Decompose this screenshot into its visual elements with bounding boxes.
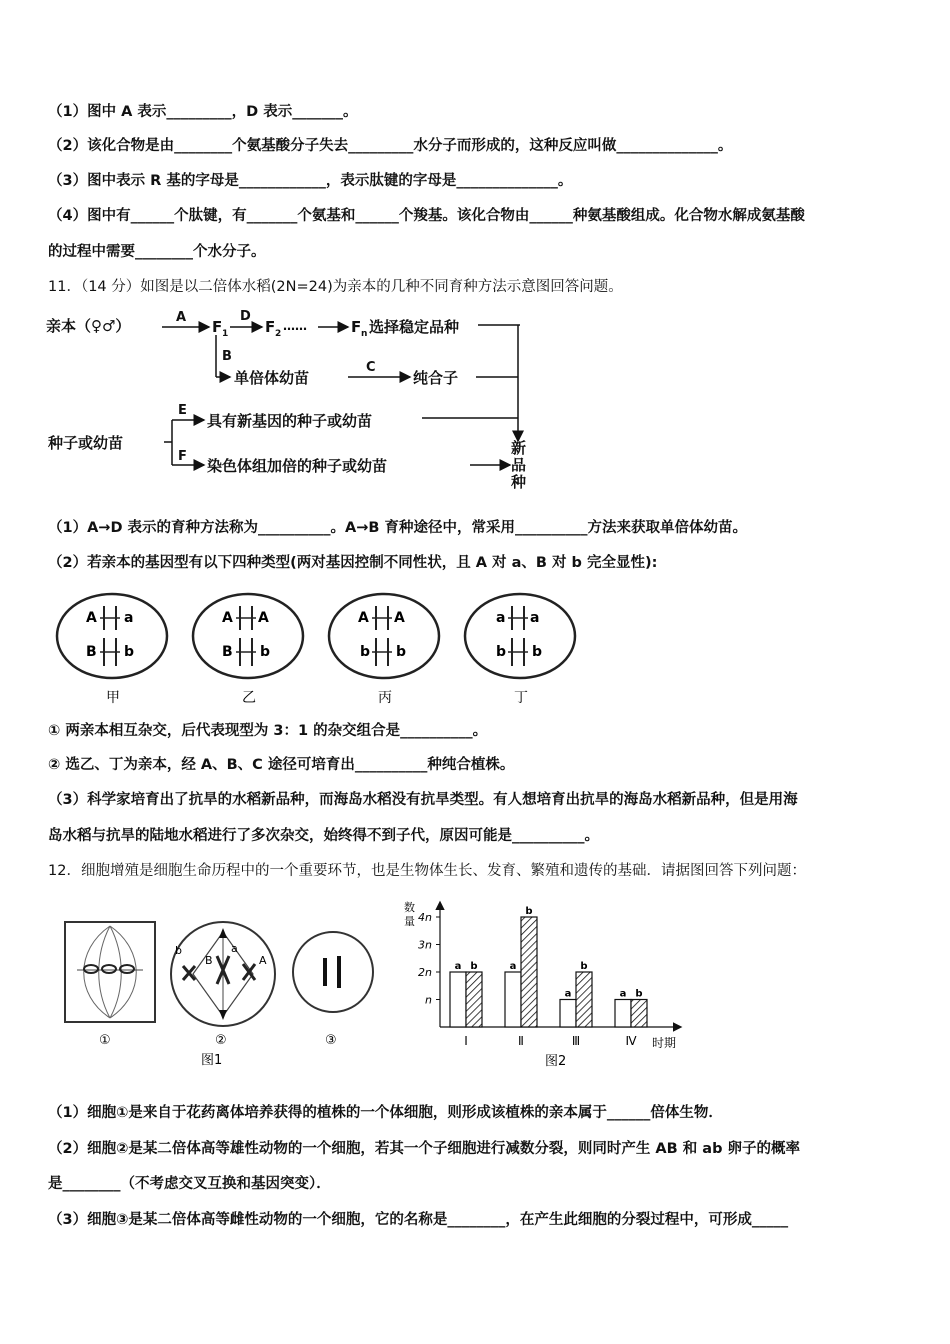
newvar-1: 新 <box>511 439 527 457</box>
fig1-letter-A: A <box>259 954 267 967</box>
x-axis-label: 时期 <box>652 1036 677 1050</box>
cell-ding-name: 丁 <box>514 690 528 706</box>
bar-label-4-a: a <box>619 988 627 1000</box>
q12-part-2a: （2）细胞②是某二倍体高等雄性动物的一个细胞，若其一个子细胞进行减数分裂，则同时产生 AB 和 ab 卵子的概率 <box>48 1141 800 1157</box>
cell-bing-gene-3: b <box>360 644 371 660</box>
bar-2-b <box>521 917 537 1027</box>
fig1-label-3: ③ <box>325 1033 337 1048</box>
y-tick-label-4: 4n <box>418 911 432 924</box>
cell-ding <box>465 594 575 706</box>
seed-label: 种子或幼苗 <box>48 434 124 452</box>
q11-part-2: （2）若亲本的基因型有以下四种类型(两对基因控制不同性状，且 A 对 a、B 对 b 完全显性): <box>48 555 658 571</box>
dots-label: …… <box>283 319 307 333</box>
label-d: D <box>240 309 251 324</box>
doubled-label: 染色体组加倍的种子或幼苗 <box>207 457 388 475</box>
bar-label-4-b: b <box>635 988 643 1000</box>
q12-part-3: （3）细胞③是某二倍体高等雌性动物的一个细胞，它的名称是________，在产生此细胞的分裂过程中，可形成_____ <box>48 1212 789 1228</box>
cell-jia-gene-2: a <box>124 610 134 626</box>
y-tick-label-2: 2n <box>418 966 432 979</box>
label-f: F <box>178 449 187 464</box>
y-tick-label-3: 3n <box>418 938 432 952</box>
cell-jia-gene-3: B <box>86 644 97 660</box>
cell-jia-gene-4: b <box>124 644 135 660</box>
newvar-3: 种 <box>511 473 527 491</box>
bar-1-a <box>450 972 466 1027</box>
cell-ding-gene-4: b <box>532 644 543 660</box>
genotype-cells <box>52 588 582 706</box>
cell-bing-name: 丙 <box>378 690 392 706</box>
bar-4-b <box>631 1000 647 1028</box>
parent-label: 亲本（♀♂） <box>46 317 131 335</box>
cell-1 <box>65 922 155 1048</box>
q12-stem: 12．细胞增殖是细胞生命历程中的一个重要环节，也是生物体生长、发育、繁殖和遗传的基础．请据图回答下列问题： <box>48 863 806 879</box>
f2-sub: 2 <box>275 329 282 339</box>
cell-bing <box>329 594 439 706</box>
bar-4-a <box>615 1000 631 1028</box>
q12-part-1: （1）细胞①是来自于花药离体培养获得的植株的一个体细胞，则形成该植株的亲本属于______倍体生物． <box>48 1105 723 1121</box>
cell-ding-gene-3: b <box>496 644 507 660</box>
fig1-caption: 图1 <box>201 1053 223 1068</box>
x-tick-label-3: Ⅲ <box>571 1034 581 1048</box>
cell-bing-gene-2: A <box>394 610 405 626</box>
bar-label-1-b: b <box>470 961 478 972</box>
fig1-letter-B: B <box>205 954 213 967</box>
q12-part-2b: 是________（不考虑交叉互换和基因突变）． <box>48 1176 331 1192</box>
pure-label: 纯合子 <box>413 369 459 387</box>
cell-bing-gene-1: A <box>358 610 369 626</box>
x-tick-label-1: Ⅰ <box>464 1034 468 1048</box>
figure-2-chart <box>398 895 698 1070</box>
cell-2 <box>171 922 275 1068</box>
q11-sub-2: ② 选乙、丁为亲本，经 A、B、C 途径可培育出__________种纯合植株。 <box>48 757 515 773</box>
bracket <box>164 420 172 465</box>
fig1-label-1: ① <box>99 1033 111 1048</box>
fig1-label-2: ② <box>215 1033 227 1048</box>
bar-1-b <box>466 972 482 1027</box>
cell-ding-gene-1: a <box>496 610 506 626</box>
q11-sub-1: ① 两亲本相互杂交，后代表现型为 3：1 的杂交组合是__________。 <box>48 723 488 739</box>
f1-label: F <box>212 318 223 336</box>
figure-1 <box>55 920 385 1070</box>
bar-3-b <box>576 972 592 1027</box>
cell-bing-gene-4: b <box>396 644 407 660</box>
q10-line-1: （1）图中 A 表示_________，D 表示_______。 <box>48 104 358 120</box>
f1-sub: 1 <box>222 329 229 339</box>
bar-label-2-b: b <box>525 906 533 917</box>
bar-label-1-a: a <box>454 961 462 972</box>
cell-yi-gene-2: A <box>258 610 269 626</box>
cell-yi-gene-3: B <box>222 644 233 660</box>
q10-line-5: 的过程中需要________个水分子。 <box>48 244 266 260</box>
q11-part-3b: 岛水稻与抗旱的陆地水稻进行了多次杂交，始终得不到子代，原因可能是__________。 <box>48 828 599 844</box>
fig1-letter-a: a <box>231 942 238 955</box>
cell-yi-gene-1: A <box>222 610 233 626</box>
y-label-2: 量 <box>404 915 415 928</box>
newgene-label: 具有新基因的种子或幼苗 <box>207 412 373 430</box>
f2-label: F <box>265 318 276 336</box>
cell-jia-gene-1: A <box>86 610 97 626</box>
bar-3-a <box>560 1000 576 1028</box>
newvar-2: 品 <box>511 456 527 474</box>
q10-line-3: （3）图中表示 R 基的字母是____________，表示肽键的字母是______________。 <box>48 173 573 189</box>
breeding-diagram <box>44 305 544 500</box>
cell-3 <box>293 932 373 1048</box>
cell-jia-name: 甲 <box>106 690 120 706</box>
bar-label-3-b: b <box>580 961 588 972</box>
q10-line-4: （4）图中有______个肽键，有_______个氨基和______个羧基。该化合物由______种氨基酸组成。化合物水解成氨基酸 <box>48 208 805 224</box>
label-e: E <box>178 403 187 418</box>
bar-label-3-a: a <box>564 988 572 1000</box>
label-c: C <box>366 360 376 375</box>
x-tick-label-2: Ⅱ <box>518 1034 524 1048</box>
cell-yi <box>193 594 303 706</box>
y-label-1: 数 <box>404 901 415 914</box>
fig1-letter-b: b <box>175 944 182 957</box>
cell-yi-gene-4: b <box>260 644 271 660</box>
cell-yi-name: 乙 <box>242 690 256 706</box>
haploid-label: 单倍体幼苗 <box>234 369 310 387</box>
fn-sub: n <box>361 329 368 339</box>
q10-line-2: （2）该化合物是由________个氨基酸分子失去_________水分子而形成的，这种反应叫做______________。 <box>48 138 733 154</box>
fn-label: F <box>351 318 362 336</box>
bar-2-a <box>505 972 521 1027</box>
y-tick-label-1: n <box>425 993 432 1007</box>
q11-part-1: （1）A→D 表示的育种方法称为__________。A→B 育种途径中，常采用__________方法来获取单倍体幼苗。 <box>48 520 748 536</box>
select-label: 选择稳定品种 <box>369 318 460 336</box>
x-tick-label-4: Ⅳ <box>625 1034 637 1048</box>
label-a: A <box>176 310 187 325</box>
q11-stem: 11．（14 分）如图是以二倍体水稻(2N=24)为亲本的几种不同育种方法示意图回答问题。 <box>48 279 623 295</box>
q11-part-3a: （3）科学家培育出了抗旱的水稻新品种，而海岛水稻没有抗旱类型。有人想培育出抗旱的海岛水稻新品种，但是用海 <box>48 792 798 808</box>
cell-ding-gene-2: a <box>530 610 540 626</box>
label-b: B <box>222 349 232 364</box>
cell-jia <box>57 594 167 706</box>
bar-label-2-a: a <box>509 961 517 972</box>
fig2-caption: 图2 <box>545 1054 567 1069</box>
